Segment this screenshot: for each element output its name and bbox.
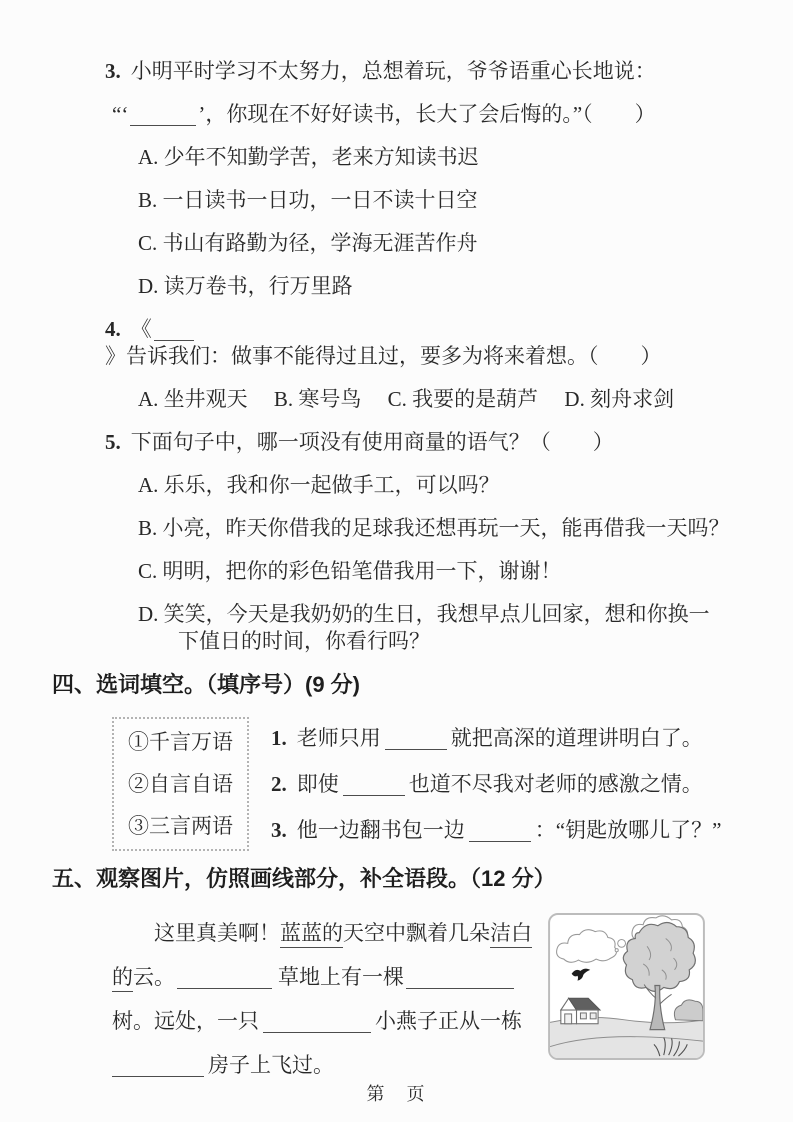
section-4-heading: 四、选词填空。（填序号）(9 分)	[52, 672, 361, 697]
sentence-number: 1.	[271, 725, 287, 750]
sentence-number: 3.	[271, 817, 287, 842]
word-bank-item-1: ①千言万语	[128, 730, 233, 754]
question-4	[0, 316, 745, 413]
question-3-option-d: D. 读万卷书，行万里路	[138, 274, 353, 298]
question-stem-text: 》告诉我们：做事不能得过且过，要多为将来着想。（ ）	[105, 344, 662, 368]
sentence-text-pre: 即使	[296, 771, 339, 796]
sentence-text-post: 也道不尽我对老师的感激之情。	[408, 771, 703, 796]
fill-in-sentence-3	[271, 817, 721, 844]
underlined-example: 蓝蓝的	[280, 921, 343, 948]
question-4-options: A. 坐井观天 B. 寒号鸟 C. 我要的是葫芦 D. 刻舟求剑	[138, 387, 675, 411]
para-text: 树。远处，一只	[112, 1009, 259, 1033]
answer-blank	[343, 775, 405, 796]
question-number: 5.	[105, 430, 121, 454]
answer-blank	[177, 968, 272, 989]
question-5-option-b: B. 小亮，昨天你借我的足球我还想再玩一天，能再借我一天吗？	[138, 516, 730, 540]
question-3-option-b: B. 一日读书一日功，一日不读十日空	[138, 188, 478, 212]
sentence-text-pre: 老师只用	[296, 725, 381, 750]
sentence-text-post: ：“钥匙放哪儿了？”	[534, 817, 722, 842]
cloud-puff	[615, 949, 618, 952]
section-5-heading: 五、观察图片，仿照画线部分，补全语段。（12 分）	[52, 866, 556, 891]
word-bank-item-2: ②自言自语	[128, 772, 233, 796]
cloud-puff	[618, 939, 626, 947]
underlined-example: 洁白的	[112, 921, 532, 992]
question-number: 3.	[105, 59, 121, 83]
question-5-option-d: D. 笑笑，今天是我奶奶的生日，我想早点儿回家，想和你换一下值日的时间，你看行吗？	[138, 602, 710, 653]
question-4-stem	[105, 316, 745, 370]
fill-in-sentence-2	[271, 771, 721, 798]
question-5	[0, 429, 745, 655]
question-5-option-c: C. 明明，把你的彩色铅笔借我用一下，谢谢！	[138, 559, 562, 583]
question-3-option-a: A. 少年不知勤学苦，老来方知读书迟	[138, 145, 479, 169]
section-4	[0, 671, 745, 851]
sentence-text-post: 就把高深的道理讲明白了。	[450, 725, 703, 750]
para-text: 房子上飞过。	[208, 1053, 334, 1077]
fill-in-sentence-1	[271, 725, 721, 752]
answer-blank	[112, 1056, 204, 1077]
answer-blank	[154, 320, 194, 341]
section-4-body	[112, 717, 745, 851]
section-5-body	[112, 911, 705, 1087]
completion-paragraph	[112, 911, 534, 1087]
answer-blank	[406, 968, 514, 989]
page-footer: 第 页	[366, 1084, 427, 1104]
para-text: 这里真美啊！	[154, 921, 280, 945]
question-3-stem-line2	[112, 101, 745, 128]
answer-blank	[469, 821, 531, 842]
section-5	[0, 865, 745, 1087]
question-5-option-a: A. 乐乐，我和你一起做手工，可以吗？	[138, 473, 500, 497]
para-text: 天空中飘着几朵	[343, 921, 490, 945]
scene-illustration	[548, 911, 705, 1087]
sentence-number: 2.	[271, 771, 287, 796]
word-bank-box	[112, 717, 249, 851]
quote-open: “‘	[112, 102, 129, 126]
para-text: 草地上有一棵	[278, 965, 404, 989]
book-bracket-open: 《	[130, 317, 152, 341]
scene-svg	[548, 913, 705, 1060]
answer-blank	[263, 1012, 371, 1033]
question-3-stem	[105, 58, 745, 85]
question-3-option-c: C. 书山有路勤为径，学海无涯苦作舟	[138, 231, 478, 255]
para-text: 小燕子正从一栋	[375, 1009, 522, 1033]
word-bank-item-3: ③三言两语	[128, 814, 233, 838]
answer-blank	[385, 729, 447, 750]
para-text: 云。	[133, 965, 175, 989]
question-3	[0, 58, 745, 300]
question-number: 4.	[105, 317, 121, 341]
question-5-stem	[105, 429, 745, 456]
question-stem-text: 下面句子中，哪一项没有使用商量的语气？（ ）	[130, 430, 614, 454]
question-stem-text: 小明平时学习不太努力，总想着玩，爷爷语重心长地说：	[130, 59, 656, 83]
section-4-sentences	[271, 725, 721, 844]
answer-blank	[130, 105, 196, 126]
sentence-text-pre: 他一边翻书包一边	[296, 817, 465, 842]
quote-close-text: ’，你现在不好好读书，长大了会后悔的。”（ ）	[198, 102, 656, 126]
